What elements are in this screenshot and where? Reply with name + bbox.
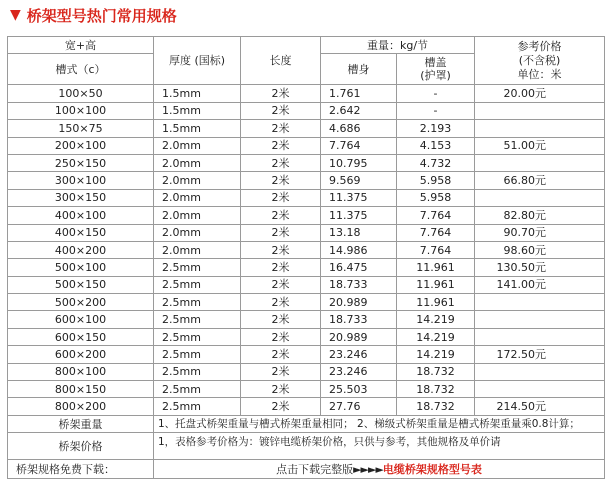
- cell-length: 2米: [241, 381, 321, 398]
- cell-weight-cover: 7.764: [397, 241, 475, 258]
- table-row: [8, 294, 605, 311]
- cell-weight-body: 18.733: [321, 311, 397, 328]
- table-row: [8, 311, 605, 328]
- cell-thickness: 2.5mm: [154, 346, 241, 363]
- cell-weight-cover: 5.958: [397, 172, 475, 189]
- cell-weight-body: 9.569: [321, 172, 397, 189]
- triangle-down-icon: ▼: [10, 7, 21, 23]
- cell-thickness: 2.0mm: [154, 224, 241, 241]
- cell-size: 100×100: [8, 102, 154, 119]
- arrow-right-icon: ►►►►: [353, 462, 383, 476]
- cell-weight-cover: 4.732: [397, 154, 475, 171]
- cell-weight-cover: 11.961: [397, 276, 475, 293]
- section-heading: [10, 4, 177, 26]
- cell-weight-body: 27.76: [321, 398, 397, 415]
- cell-length: 2米: [241, 241, 321, 258]
- cell-weight-cover: -: [397, 85, 475, 102]
- cell-weight-cover: 18.732: [397, 398, 475, 415]
- note-price-text: 1，表格参考价格为：镀锌电缆桥架价格，只供与参考，其他规格及单价请: [154, 433, 605, 460]
- download-label: 桥架规格免费下载：: [8, 460, 154, 479]
- cell-weight-body: 11.375: [321, 189, 397, 206]
- cell-weight-cover: 7.764: [397, 207, 475, 224]
- cell-length: 2米: [241, 328, 321, 345]
- cell-length: 2米: [241, 398, 321, 415]
- section-title: 桥架型号热门常用规格: [26, 6, 177, 25]
- table-row: [8, 137, 605, 154]
- cell-price: 82.80元: [475, 207, 605, 224]
- cell-size: 100×50: [8, 85, 154, 102]
- cell-weight-body: 13.18: [321, 224, 397, 241]
- cell-thickness: 2.0mm: [154, 241, 241, 258]
- cell-thickness: 1.5mm: [154, 102, 241, 119]
- cell-length: 2米: [241, 224, 321, 241]
- cell-length: 2米: [241, 120, 321, 137]
- cell-thickness: 2.5mm: [154, 311, 241, 328]
- cell-thickness: 2.0mm: [154, 207, 241, 224]
- table-row: [8, 154, 605, 171]
- cell-thickness: 2.0mm: [154, 154, 241, 171]
- table-row: [8, 85, 605, 102]
- cell-size: 600×100: [8, 311, 154, 328]
- note-weight-text: 1、托盘式桥架重量与槽式桥架重量相同； 2、梯级式桥架重量是槽式桥架重量乘0.8计算；: [154, 415, 605, 432]
- table-row: [8, 224, 605, 241]
- cell-size: 800×200: [8, 398, 154, 415]
- cell-length: 2米: [241, 363, 321, 380]
- cell-thickness: 2.5mm: [154, 328, 241, 345]
- cell-thickness: 2.5mm: [154, 398, 241, 415]
- download-prefix: 点击下载完整版: [276, 462, 354, 476]
- table-row: [8, 172, 605, 189]
- cell-size: 400×150: [8, 224, 154, 241]
- cell-thickness: 1.5mm: [154, 120, 241, 137]
- cell-price: 172.50元: [475, 346, 605, 363]
- cell-price: 130.50元: [475, 259, 605, 276]
- cell-price: 141.00元: [475, 276, 605, 293]
- cell-length: 2米: [241, 137, 321, 154]
- cell-thickness: 2.5mm: [154, 363, 241, 380]
- cell-weight-body: 16.475: [321, 259, 397, 276]
- cell-price: 51.00元: [475, 137, 605, 154]
- cell-thickness: 2.5mm: [154, 294, 241, 311]
- cell-thickness: 2.5mm: [154, 276, 241, 293]
- download-cell: [154, 460, 605, 479]
- cell-weight-body: 20.989: [321, 294, 397, 311]
- download-row: [8, 460, 605, 479]
- cell-size: 250×150: [8, 154, 154, 171]
- cell-size: 500×100: [8, 259, 154, 276]
- cell-price: [475, 363, 605, 380]
- cell-weight-body: 7.764: [321, 137, 397, 154]
- header-row: [8, 37, 605, 54]
- cell-price: 20.00元: [475, 85, 605, 102]
- cell-length: 2米: [241, 189, 321, 206]
- cell-price: [475, 294, 605, 311]
- cell-price: 66.80元: [475, 172, 605, 189]
- cell-weight-cover: 2.193: [397, 120, 475, 137]
- cell-weight-body: 23.246: [321, 363, 397, 380]
- cell-price: [475, 381, 605, 398]
- header-size-bottom: 槽式（c）: [8, 54, 154, 85]
- cell-weight-body: 20.989: [321, 328, 397, 345]
- cell-thickness: 1.5mm: [154, 85, 241, 102]
- table-row: [8, 259, 605, 276]
- cell-size: 300×100: [8, 172, 154, 189]
- cell-weight-cover: 4.153: [397, 137, 475, 154]
- cell-price: 90.70元: [475, 224, 605, 241]
- header-thickness: 厚度 (国标): [154, 37, 241, 85]
- table-row: [8, 398, 605, 415]
- cell-weight-body: 1.761: [321, 85, 397, 102]
- note-row-price: [8, 433, 605, 460]
- cell-price: [475, 311, 605, 328]
- cell-weight-cover: 11.961: [397, 259, 475, 276]
- cell-length: 2米: [241, 346, 321, 363]
- note-weight-label: 桥架重量: [8, 415, 154, 432]
- table-row: [8, 381, 605, 398]
- cell-size: 500×200: [8, 294, 154, 311]
- cell-weight-cover: -: [397, 102, 475, 119]
- header-price: 参考价格 (不含税) 单位：米: [475, 37, 605, 85]
- table-row: [8, 120, 605, 137]
- cell-size: 800×150: [8, 381, 154, 398]
- cell-price: [475, 102, 605, 119]
- table-row: [8, 363, 605, 380]
- cell-length: 2米: [241, 102, 321, 119]
- cell-size: 500×150: [8, 276, 154, 293]
- cell-size: 600×150: [8, 328, 154, 345]
- cell-weight-body: 18.733: [321, 276, 397, 293]
- cell-price: 98.60元: [475, 241, 605, 258]
- cell-length: 2米: [241, 207, 321, 224]
- cell-price: [475, 154, 605, 171]
- cell-weight-cover: 14.219: [397, 328, 475, 345]
- cell-weight-cover: 14.219: [397, 346, 475, 363]
- table-row: [8, 328, 605, 345]
- table-row: [8, 189, 605, 206]
- cell-size: 150×75: [8, 120, 154, 137]
- cell-weight-body: 2.642: [321, 102, 397, 119]
- cell-thickness: 2.0mm: [154, 137, 241, 154]
- table-row: [8, 276, 605, 293]
- cell-price: [475, 189, 605, 206]
- cell-weight-body: 14.986: [321, 241, 397, 258]
- cell-length: 2米: [241, 85, 321, 102]
- cell-size: 200×100: [8, 137, 154, 154]
- header-weight: 重量：kg/节: [321, 37, 475, 54]
- note-row-weight: [8, 415, 605, 432]
- cell-thickness: 2.5mm: [154, 381, 241, 398]
- cell-thickness: 2.0mm: [154, 172, 241, 189]
- table-row: [8, 346, 605, 363]
- spec-table: [7, 36, 605, 479]
- header-length: 长度: [241, 37, 321, 85]
- cell-weight-body: 4.686: [321, 120, 397, 137]
- cell-size: 800×100: [8, 363, 154, 380]
- header-size-top: 宽+高: [8, 37, 154, 54]
- cell-weight-cover: 11.961: [397, 294, 475, 311]
- cell-weight-cover: 14.219: [397, 311, 475, 328]
- table-row: [8, 241, 605, 258]
- cell-price: [475, 120, 605, 137]
- cell-length: 2米: [241, 259, 321, 276]
- cell-weight-body: 23.246: [321, 346, 397, 363]
- cell-length: 2米: [241, 154, 321, 171]
- cell-size: 300×150: [8, 189, 154, 206]
- cell-size: 400×100: [8, 207, 154, 224]
- cell-weight-body: 10.795: [321, 154, 397, 171]
- cell-price: 214.50元: [475, 398, 605, 415]
- table-row: [8, 102, 605, 119]
- cell-weight-cover: 18.732: [397, 381, 475, 398]
- cell-size: 400×200: [8, 241, 154, 258]
- cell-weight-cover: 18.732: [397, 363, 475, 380]
- cell-weight-cover: 5.958: [397, 189, 475, 206]
- header-weight-body: 槽身: [321, 54, 397, 85]
- cell-length: 2米: [241, 311, 321, 328]
- header-weight-cover: 槽盖 (护罩): [397, 54, 475, 85]
- cell-weight-body: 11.375: [321, 207, 397, 224]
- cell-thickness: 2.5mm: [154, 259, 241, 276]
- note-price-label: 桥架价格: [8, 433, 154, 460]
- table-row: [8, 207, 605, 224]
- cell-length: 2米: [241, 172, 321, 189]
- cell-size: 600×200: [8, 346, 154, 363]
- cell-weight-cover: 7.764: [397, 224, 475, 241]
- cell-thickness: 2.0mm: [154, 189, 241, 206]
- download-link[interactable]: 电缆桥架规格型号表: [382, 462, 482, 476]
- cell-price: [475, 328, 605, 345]
- cell-length: 2米: [241, 294, 321, 311]
- cell-weight-body: 25.503: [321, 381, 397, 398]
- cell-length: 2米: [241, 276, 321, 293]
